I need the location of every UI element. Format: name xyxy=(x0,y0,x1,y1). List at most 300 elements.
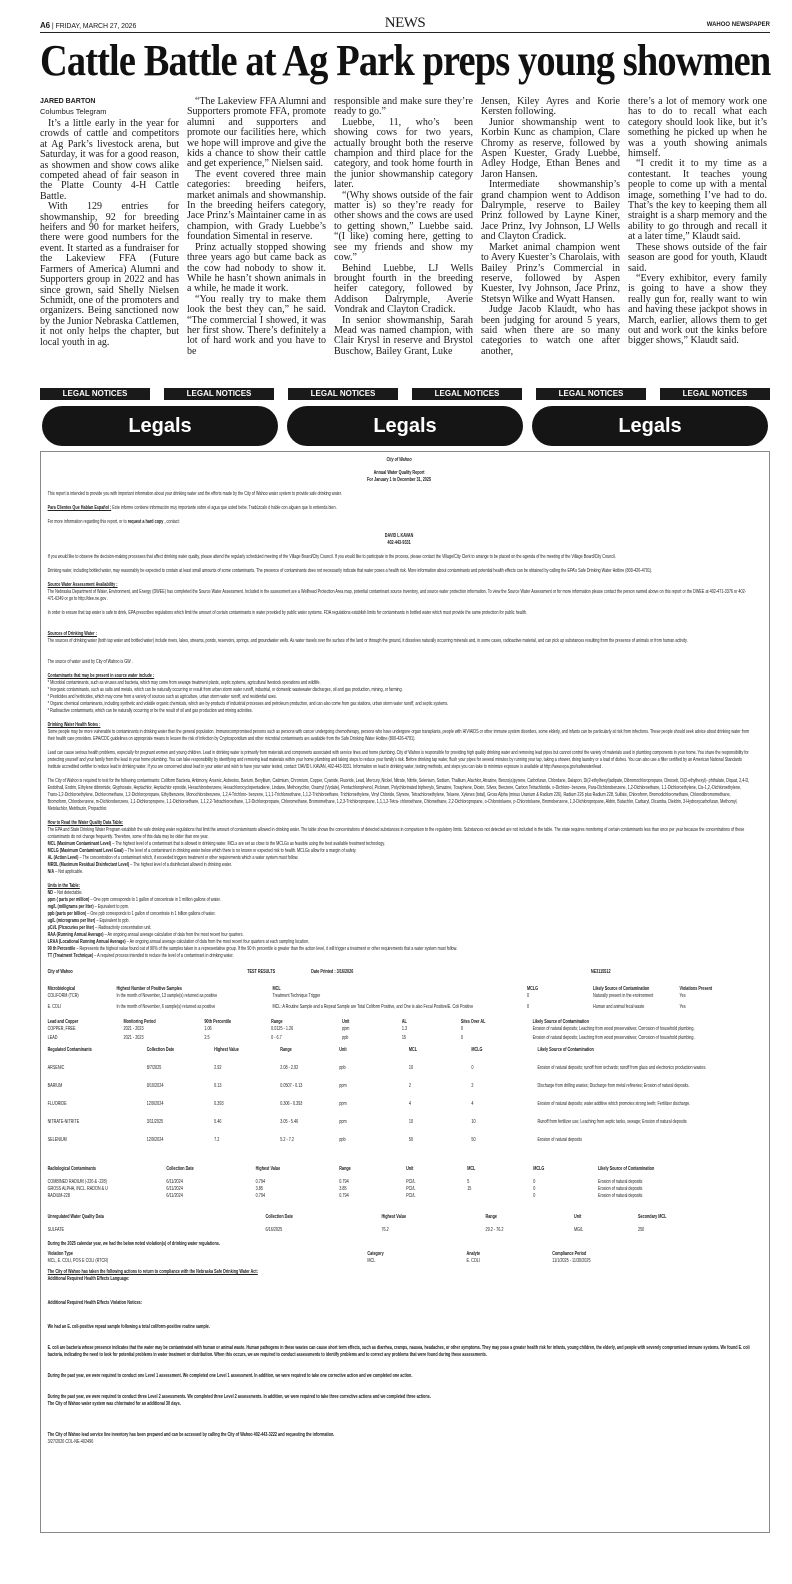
column-header: Regulated Contaminants xyxy=(47,1047,92,1053)
cell: 0.794 xyxy=(339,1179,349,1185)
table-header xyxy=(48,1251,751,1258)
paragraph: “Every exhibitor, every family is going to have a show they really gun for, really want to win and having these jackpot shows in March, earlier, allows them to get out and work out the kinks before bigger shows,” Klaudt said. xyxy=(628,272,767,347)
unit-def xyxy=(48,953,751,960)
column-header: Range xyxy=(339,1166,351,1172)
definition xyxy=(48,869,751,876)
unit-def xyxy=(48,897,751,904)
cell: Yes xyxy=(679,993,686,999)
table-row xyxy=(48,1065,751,1078)
cell: 0.13 xyxy=(214,1083,222,1089)
unit-def xyxy=(48,904,751,911)
table-header xyxy=(48,1019,751,1026)
unit-def xyxy=(48,890,751,897)
paragraph: These shows outside of the fair season are good for youth, Klaudt said. xyxy=(628,241,767,274)
cell: E. COLI xyxy=(466,1258,480,1264)
table-row xyxy=(48,1101,751,1114)
column-header: Violations Present xyxy=(679,986,713,992)
unit-text: – One ppm corresponds to 1 gallon of concentrate in 1 million gallons of water. xyxy=(89,897,221,903)
column-header: MCLG xyxy=(526,986,539,992)
units-heading: Units in the Table: xyxy=(47,883,80,889)
cell: 1.06 xyxy=(204,1026,212,1032)
legal-notices-tab: LEGAL NOTICES xyxy=(536,388,646,400)
results-city: City of Wahoo xyxy=(47,969,73,975)
unit-def xyxy=(48,946,751,953)
cell: 0.794 xyxy=(255,1179,266,1185)
cell: 2.08 - 2.92 xyxy=(280,1065,299,1071)
cell: MCL xyxy=(367,1258,376,1264)
cell: Human and animal fecal waste xyxy=(593,1004,645,1010)
more-info xyxy=(48,519,751,526)
cell: SULFATE xyxy=(47,1227,65,1233)
cell: In the month of November, 6 sample(s) returned as positive xyxy=(116,1004,216,1010)
article-column xyxy=(481,97,620,357)
contact-phone: 402-443-9331 xyxy=(387,540,411,546)
cell: 0 xyxy=(533,1179,536,1185)
cell: E. COLI xyxy=(47,1004,61,1010)
paragraph: there’s a lot of memory work one has to do to recall what each category should look like, but it’s something he picked up when he was a youth showing animals himself. xyxy=(628,96,767,160)
legal-notices-bar xyxy=(40,388,770,400)
table-header xyxy=(48,1047,751,1060)
column-header: Range xyxy=(485,1214,497,1220)
unit-def xyxy=(48,925,751,932)
cell: LEAD xyxy=(47,1035,58,1041)
article-column xyxy=(334,97,473,357)
regulated-table xyxy=(48,1047,751,1150)
cell: Treatment Technique Trigger xyxy=(272,993,321,999)
unit-text: – A required process intended to reduce the level of a contaminant in drinking water. xyxy=(93,953,234,959)
column-header: Collection Date xyxy=(166,1166,194,1172)
table-header xyxy=(48,1166,751,1173)
more-info-text: , contact: xyxy=(164,519,180,525)
cell: 0 xyxy=(526,993,530,999)
paragraph: It’s a little early in the year for crowds of cattle and competitors at Ag Park’s livestock arena, but Saturday, it was for a good reason, as showmen and show cows alike competed ahead of fair season in the Platte County 4-H Cattle Battle. xyxy=(40,118,179,202)
system-id: NE3115512 xyxy=(590,969,611,975)
cell: 2 xyxy=(471,1083,474,1089)
definition-text: – The highest level of a contaminant that is allowed in drinking water. MCLs are set as close to the MCLGs as feasible using the best available treatment technology. xyxy=(111,841,385,847)
legals-pill: Legals xyxy=(287,406,523,446)
cell: 0.393 xyxy=(214,1101,224,1107)
paragraph: “(Why shows outside of the fair matter is) so they’re ready for other shows and the cows are used to getting shown,” Luebbe said. “(I like) coming here, getting to see my friends and show my cow.” xyxy=(334,189,473,264)
cell: Erosion of natural deposits; Leaching from wood preservatives; Corrosion of household plumbing. xyxy=(532,1035,695,1041)
legal-notices-tab: LEGAL NOTICES xyxy=(40,388,150,400)
contaminants-heading: Contaminants that may be present in source water include : xyxy=(47,673,155,679)
cell: 3.85 xyxy=(255,1186,263,1192)
cell: NITRATE-NITRITE xyxy=(47,1119,80,1125)
legals-banner xyxy=(42,406,768,446)
column-header: Range xyxy=(280,1047,292,1053)
spanish-notice xyxy=(48,505,751,512)
cell: 4 xyxy=(471,1101,474,1107)
column-header: MCL xyxy=(408,1047,418,1053)
byline xyxy=(40,97,179,117)
cell: ppm xyxy=(339,1119,347,1125)
table-row xyxy=(48,1227,751,1234)
cell: 15 xyxy=(401,1035,407,1041)
column-header: Range xyxy=(271,1019,283,1025)
cell: 2.5 xyxy=(204,1035,210,1041)
lead-inventory-text: The City of Wahoo lead service line inventory has been prepared and can be accessed by calling the City of Wahoo 402-443-3222 and requesting the information. xyxy=(47,1432,335,1438)
paragraph: Prinz actually stopped showing three years ago but came back as the cow had nobody to show it. While he hasn’t shown animals in a while, he made it work. xyxy=(187,241,326,295)
results-header xyxy=(48,969,751,976)
cell: PCI/L xyxy=(406,1186,416,1192)
cell: ppm xyxy=(342,1026,350,1032)
contact-name: DAVID L KAVAN xyxy=(384,533,414,539)
report-intro: This report is intended to provide you with important information about your drinking water and the efforts made by the City of Wahoo water system to provide safe drinking water. xyxy=(47,491,342,497)
unit-text: – Equivalent to ppm. xyxy=(93,904,129,910)
column-header: Unit xyxy=(406,1166,414,1172)
unit-term: ppb (parts per billion) xyxy=(47,911,87,917)
column-header: Violation Type xyxy=(47,1251,73,1257)
column-header: Unit xyxy=(574,1214,582,1220)
health-heading: Drinking Water Health Notes : xyxy=(47,722,101,728)
epa-text: In order to ensure that tap water is safe to drink, EPA prescribes regulations which limit the amount of certain contaminants in water provided by public water systems. FDA regulations establish limits for contaminants in bottled water which must provide the same protection for public health. xyxy=(47,610,527,616)
footer-code: 3/27/2026 COL-NE-402496 xyxy=(47,1439,94,1445)
howto-text: The EPA and State Drinking Water Program establish the safe drinking water regulations that limit the amount of contaminants allowed in drinking water. The table shows the concentrations of detected substances in comparison to the regulatory limits. Substances not detected are not included in the table. The state requires monitoring of certain contaminants less than once per year because the concentrations of these contaminants do not change frequently. Therefore, some of this data may be older than one year. xyxy=(47,827,745,840)
report-title: Annual Water Quality Report xyxy=(373,470,425,476)
cell: 2021 - 2023 xyxy=(123,1026,144,1032)
cell: 5.46 xyxy=(214,1119,222,1125)
cell: 0 xyxy=(460,1026,463,1032)
cell: Erosion of natural deposits; runoff from orchards; runoff from glass and electronics production wastes. xyxy=(537,1065,707,1071)
sources-text: The sources of drinking water (both tap water and bottled water) include rivers, lakes, streams, ponds, reservoirs, springs, and groundwater wells. As water travels over the surface of the land or through the ground, it dissolves naturally occurring minerals and, in some cases, radioactive material, and can pick up substances resulting from the presence of animals or from human activity. xyxy=(47,638,688,644)
column-header: MCL xyxy=(467,1166,476,1172)
page-header xyxy=(40,15,770,33)
unit-text: – Represents the highest value found out of 90% of the samples taken in a representative group. If the 90 th percentile is greater than the action level, it will trigger a treatment or other requirements that a water system must follow. xyxy=(75,946,458,952)
column-header: MCLG xyxy=(533,1166,545,1172)
cell: 0 xyxy=(533,1193,536,1199)
contaminant-item: * Radioactive contaminants, which can be naturally occurring or be the result of oil and gas production and mining activities. xyxy=(47,708,253,714)
definition-text: – The concentration of a contaminant which, if exceeded triggers treatment or other requirements which a water system must follow. xyxy=(78,855,299,861)
definition-term: MCL (Maximum Contaminant Level) xyxy=(47,841,112,847)
cell: 4 xyxy=(408,1101,411,1107)
cell: COLIFORM (TCR) xyxy=(47,993,79,999)
table-row xyxy=(48,1026,751,1033)
cell: FLUORIDE xyxy=(47,1101,67,1107)
cell: COMBINED RADIUM (-226 & -228) xyxy=(47,1179,107,1185)
cell: 11/1/2025 - 11/30/2025 xyxy=(552,1258,591,1264)
contaminant-item: * Microbial contaminants, such as viruses and bacteria, which may come from sewage treatment plants, septic systems, agricultural livestock operations and wildlife. xyxy=(47,680,321,686)
level1-text: During the past year, we were required to conduct one Level 1 assessment. We completed one Level 1 assessment. In addition, we were required to take one corrective action and we completed one action. xyxy=(47,1373,413,1379)
cell: Yes xyxy=(679,1004,686,1010)
unit-def xyxy=(48,911,751,918)
ecoli-sample: We had an E. coli-positive repeat sample following a total coliform-positive routine sample. xyxy=(47,1324,210,1330)
cell: 12/9/2024 xyxy=(146,1101,164,1107)
page-number: A6 xyxy=(40,21,51,30)
cell: 3/11/2025 xyxy=(146,1119,164,1125)
unit-text: – An ongoing annual average calculation of data from the most recent four quarters at each sampling location. xyxy=(125,939,310,945)
swa-text: The Nebraska Department of Water, Environment, and Energy (DWEE) has completed the Source Water Assessment. Included in the assessment are a Wellhead Protection Area map, potential contaminant source inventory, and source water protection information. To view the Source Water Assessment or for more information please contact the person named above on this report or the DWEE at 402-471-3376 or 402-471-6249 or go to http://dee.ne.gov . xyxy=(47,589,746,602)
cell: 50 xyxy=(408,1137,414,1143)
unit-text: – An ongoing annual average calculation of data from the most recent four quarters. xyxy=(103,932,244,938)
unit-term: ND xyxy=(47,890,54,896)
cell: 15 xyxy=(467,1186,472,1192)
cell: Erosion of natural deposits; Leaching from wood preservatives; Corrosion of household plumbing. xyxy=(532,1026,695,1032)
column-header: Unit xyxy=(339,1047,347,1053)
cell: RADIUM-228 xyxy=(47,1193,70,1199)
cell: Naturally present in the environment xyxy=(593,993,654,999)
hard-copy-text: request a hard copy xyxy=(127,519,164,525)
more-info-text: For more information regarding this report, or to xyxy=(47,519,127,525)
definition xyxy=(48,848,751,855)
cell: 0.794 xyxy=(255,1193,266,1199)
cell: 0.306 - 0.393 xyxy=(280,1101,303,1107)
cell: 2 xyxy=(408,1083,411,1089)
ecoli-text: E. coli are bacteria whose presence indicates that the water may be contaminated with human or animal waste. Human pathogens in these wastes can cause short term effects, such as diarrhea, cramps, nausea, headaches, or other symptoms. They may pose a greater health risk for infants, young children, the elderly, and people with severely compromised immune systems. We found E. coli bacteria, indicating the need to look for potential problems in water treatment or distribution. When this occurs, we are required to conduct assessments to identify problems and to correct any problems that were found during these assessments. xyxy=(47,1345,750,1358)
column-header: Likely Source of Contamination xyxy=(597,1166,655,1172)
column-header: Highest Value xyxy=(214,1047,239,1053)
column-header: MCL xyxy=(272,986,281,992)
source-used: The source of water used by City of Wahoo is GW . xyxy=(47,659,133,665)
paragraph: Behind Luebbe, LJ Wells brought fourth in the breeding heifer category, followed by Addison Dalrymple, Averie Vondrak and Clayton Cradick. xyxy=(334,262,473,316)
cell: ppb xyxy=(342,1035,349,1041)
cell: PCI/L xyxy=(406,1179,416,1185)
spanish-text: Este informe contiene información muy importante sobre el agua que usted bebe. Tradúzcalo ó hable con alguien que lo entienda bien. xyxy=(112,505,337,511)
unit-text: – One ppb corresponds to 1 gallon of concentrate in 1 billion gallons of water. xyxy=(86,911,216,917)
violation-notices-label: Additional Required Health Effects Violation Notices: xyxy=(47,1300,143,1306)
paper-name: WAHOO NEWSPAPER xyxy=(706,22,770,28)
column-header: Likely Source of Contamination xyxy=(537,1047,594,1053)
legals-pill: Legals xyxy=(42,406,278,446)
cell: Erosion of natural deposits xyxy=(597,1193,643,1199)
unit-def xyxy=(48,939,751,946)
cell: In the month of November, 13 sample(s) returned as positive xyxy=(116,993,218,999)
column-header: Category xyxy=(367,1251,384,1257)
column-header: AL xyxy=(401,1019,407,1025)
cell: BARIUM xyxy=(47,1083,63,1089)
cell: ppm xyxy=(339,1101,347,1107)
paragraph: Luebbe, 11, who’s been showing cows for two years, actually brought both the reserve champion and third place for the category, and took home fourth in the junior showmanship category later. xyxy=(334,116,473,191)
chlorinated-text: The City of Wahoo water system was chlorinated for an additional 30 days. xyxy=(47,1401,181,1407)
column-header: Lead and Copper xyxy=(47,1019,79,1025)
report-city: City of Wahoo xyxy=(386,457,412,463)
cell: 5.2 - 7.2 xyxy=(280,1137,295,1143)
column-header: Unit xyxy=(342,1019,350,1025)
cell: 1.3 xyxy=(401,1026,408,1032)
contaminant-item: * Organic chemical contaminants, including synthetic and volatile organic chemicals, which are by-products of industrial processes and petroleum production, and can also come from gas stations, urban storm water runoff, and septic systems. xyxy=(47,701,449,707)
report-period: For January 1 to December 31, 2025 xyxy=(367,477,432,483)
cell: 0.794 xyxy=(339,1193,349,1199)
issue-date: FRIDAY, MARCH 27, 2026 xyxy=(55,23,137,30)
table-row xyxy=(48,1083,751,1096)
cell: 6/11/2024 xyxy=(166,1186,183,1192)
table-header xyxy=(48,1214,751,1221)
cell xyxy=(467,1193,533,1200)
howto-heading: How to Read the Water Quality Data Table: xyxy=(47,820,124,826)
cell: Discharge from drilling wastes; Discharge from metal refineries; Erosion of natural deposits. xyxy=(537,1083,690,1089)
table-row xyxy=(48,1119,751,1132)
actions-heading: The City of Wahoo has taken the following actions to return to compliance with the Nebraska Safe Drinking Water Act: xyxy=(47,1269,258,1275)
column-header: Likely Source of Contamination xyxy=(532,1019,589,1025)
cell: ppm xyxy=(339,1083,347,1089)
unit-text: – Radioactivity concentration unit. xyxy=(94,925,152,931)
column-header: Collection Date xyxy=(265,1214,293,1220)
cell: MCL, E. COLI, POS E COLI (RTCR) xyxy=(47,1258,109,1264)
results-label: TEST RESULTS xyxy=(247,969,276,975)
cell: 76.2 xyxy=(381,1227,389,1233)
legals-pill: Legals xyxy=(532,406,768,446)
unit-def xyxy=(48,918,751,925)
article-body xyxy=(40,97,770,357)
unit-term: RAA (Running Annual Average) xyxy=(47,932,104,938)
cell: 0.0507 - 0.13 xyxy=(280,1083,303,1089)
column-header: Microbiological xyxy=(47,986,76,992)
paragraph: The event covered three main categories: breeding heifers, market animals and showmanship. In the breeding heifers category, Jace Prinz’s Maintainer came in as champion, with Grady Luebbe’s foundation Simental in reserve. xyxy=(187,168,326,243)
unit-term: ug/L (micrograms per liter) xyxy=(47,918,96,924)
column-header: Compliance Period xyxy=(552,1251,587,1257)
cell: 6/11/2024 xyxy=(166,1179,183,1185)
lead-text: Lead can cause serious health problems, especially for pregnant women and young children. Lead in drinking water is primarily from materials and components associated with service lines and home plumbing. City of Wahoo is responsible for providing high quality drinking water and removing lead pipes but cannot control the variety of materials used in plumbing components in your home. You share the responsibility for protecting yourself and your family from the lead in your home plumbing. You can take responsibility by identifying and removing lead materials within your home plumbing and taking steps to reduce your family's risk. Before drinking tap water, flush your pipes for several minutes by running your tap, taking a shower, doing laundry or a load of dishes. You can also use a filter certified by an American National Standards Institute accredited certifier to reduce lead in drinking water. If you are concerned about lead in your water and wish to have your water tested, contact: DAVID L KAVAN, 402-443-9331. Information on lead in drinking water, testing methods, and steps you can take to minimize exposure is available at http://www.epa.gov/safewater/lead . xyxy=(47,750,749,770)
unit-term: 90 th Percentile xyxy=(47,946,76,952)
cell: 2.92 xyxy=(214,1065,222,1071)
water-quality-report xyxy=(40,451,770,1533)
health-text: Some people may be more vulnerable to contaminants in drinking water than the general population. Immunocompromised persons such as persons with cancer undergoing chemotherapy, persons who have undergone organ transplants, people with HIV/AIDS or other immune system disorders, some elderly, and infants can be particularly at risk from infections. These people should seek advice about drinking water from their health care providers. EPA/CDC guidelines on appropriate means to lessen the risk of infection by Cryptosporidium and other microbial contaminants are available from the Safe Drinking Water Hotline (800-426-4791). xyxy=(47,729,750,742)
article-column xyxy=(628,97,767,357)
cell: 2021 - 2023 xyxy=(123,1035,144,1041)
column-header: Monitoring Period xyxy=(123,1019,156,1025)
cell: 0.0125 - 1.26 xyxy=(271,1026,294,1032)
definition xyxy=(48,855,751,862)
cell: Erosion of natural deposits xyxy=(597,1179,643,1185)
column-header: Likely Source of Contamination xyxy=(593,986,650,992)
table-row xyxy=(48,1258,751,1265)
cell: 3.85 xyxy=(339,1186,347,1192)
column-header: Sites Over AL xyxy=(460,1019,486,1025)
cell: 12/9/2024 xyxy=(146,1137,164,1143)
paragraph: Judge Jacob Klaudt, who has been judging for around 5 years, said when there are so many categories to watch one after another, xyxy=(481,304,620,357)
outlet: Columbus Telegram xyxy=(40,107,107,116)
headline: Cattle Battle at Ag Park preps young showmen xyxy=(40,36,771,85)
unit-term: LRAA (Locational Running Annual Average) xyxy=(47,939,126,945)
legal-notices-tab: LEGAL NOTICES xyxy=(164,388,274,400)
level2-text: During the past year, we were required to conduct three Level 2 assessments. We completed three Level 2 assessments. In addition, we were required to take three corrective actions and we completed three actions. xyxy=(47,1394,431,1400)
cell: 6/11/2024 xyxy=(166,1193,183,1199)
cell: 10 xyxy=(471,1119,476,1125)
paragraph: “I credit it to my time as a contestant. It teaches young people to come up with a mental image, something I’ve had to do. That’s the key to keeping them all straight is a sharp memory and the ability to go through and recall it at a later time,” Klaudt said. xyxy=(628,158,767,243)
article-column xyxy=(40,97,179,357)
unit-term: mg/L (milligrams per liter) xyxy=(47,904,94,910)
table-header xyxy=(48,986,751,993)
cell: 10 xyxy=(408,1065,414,1071)
cell: 50 xyxy=(471,1137,476,1143)
observe-text: If you would like to observe the decision-making processes that affect drinking water quality, please attend the regularly scheduled meeting of the Village Board/City Council. If you would like to participate in the process, please contact the Village/City Clerk to arrange to be placed on the agenda of the meeting of the Village Board/City Council. xyxy=(47,554,616,560)
cell: PCI/L xyxy=(406,1193,416,1199)
table-row xyxy=(48,1179,751,1186)
folio: A6 | FRIDAY, MARCH 27, 2026 xyxy=(40,21,137,30)
paragraph: Jensen, Kiley Ayres and Korie Kersten following. xyxy=(481,96,620,118)
date-printed: Date Printed : 3/16/2026 xyxy=(311,969,354,975)
cell: 9/10/2024 xyxy=(146,1083,164,1089)
paragraph: “The Lakeview FFA Alumni and Supporters promote FFA, promote alumni and supporters and promote our facilities here, which we hope will improve and give the kids a chance to show their cattle and get experience,” Nielsen said. xyxy=(187,96,326,170)
cell: ppb xyxy=(339,1137,346,1143)
cell: 3.05 - 5.46 xyxy=(280,1119,299,1125)
definition-term: N/A xyxy=(47,869,55,875)
cell: GROSS ALPHA, INCL. RADON & U xyxy=(47,1186,108,1192)
table-row xyxy=(48,1186,751,1193)
violation-intro: During the 2025 calendar year, we had the below noted violation(s) of drinking water regulations. xyxy=(47,1241,220,1247)
author: JARED BARTON xyxy=(40,98,96,105)
column-header: MCLG xyxy=(471,1047,483,1053)
definition xyxy=(48,841,751,848)
column-header: Highest Value xyxy=(381,1214,407,1220)
tested-contaminants: The City of Wahoo is required to test for the following contaminants: Coliform Bacteria, Antimony, Arsenic, Asbestos, Barium, Beryllium, Cadmium, Chromium, Copper, Cyanide, Fluoride, Lead, Mercury, Nickel, Nitrate, Nitrite, Selenium, Sodium, Thallium, Alachlor, Atrazine, Benzo(a)pyrene, Carbofuran, Chlordane, Dalapon, Di(2-ethylhexyl)adipate, Dibromochloropropane, Dinoseb, Di(2-ethylhexyl)- phthalate, Diquat, 2,4-D, Endothall, Endrin, Ethylene dibromide, Glyphosate, Heptachlor, Heptachlor epoxide, Hexachlorobenzene, Hexachlorocyclopentadiene, Lindane, Methoxychlor, Oxamyl (Vydate), Pentachlorophenol, Picloram, Polychlorinated biphenyls, Simazine, Toxaphene, Dioxin, Silvex, Benzene, Carbon Tetrachloride, o-Dichloro- benzene, Para-Dichlorobenzene, 1,2-Dichloroethane, 1,1-Dichloroethylene, Cis-1,2,-Dichloroethylene, Trans-1,2-Dichloroethylene, Dichloromethane, 1,2-Dichloropropane, Ethylbenzene, Monochlorobenzene, 1,2,4-Trichloro- benzene, 1,1,1-Trichloroethane, 1,1,2-Trichloroethane, Trichloroethylene, Vinyl Chloride, Styrene, Tetrachloroethylene, Toluene, Xylenes (total), Gross Alpha (minus Uranium & Radium 226), Radium 226 plus Radium 228, Sulfate, Chloroform, Bromodichloromethane, Chlorodibromomethane, Bromoform, Chlorobenzene, m-Dichlorobenzene, 1,1-Dichloropropene, 1,1-Dichloroethane, 1,1,2,2-Tetrachloroethane, 1,2-Dichloropropane, Chloromethane, Bromomethane, 1,2,3-Trichloropropane, 1,1,1,2-Tetra- chloroethane, Chloroethane, 2,2-Dichloropropane, o-Chlorotoluene, p-Chlorotoluene, Bromobenzene, 1,3-Dichloropropane, Aldrin, Butachlor, Carbaryl, Dicamba, Dieldrin, 3-Hydroxycarbofuran, Methomyl, Metolachlor, Metribuzin, Propachlor. xyxy=(47,778,750,812)
definition-term: MCLG (Maximum Contaminant Level Goal) xyxy=(47,848,124,854)
cell: 0 xyxy=(533,1186,536,1192)
paragraph: In senior showmanship, Sarah Mead was named champion, with Clair Krysl in reserve and Brystol Buschow, Bailey Grant, Luke xyxy=(334,314,473,357)
cell: ppb xyxy=(339,1065,346,1071)
section-name: NEWS xyxy=(384,15,426,31)
column-header: Analyte xyxy=(466,1251,481,1257)
definition-text: – The level of a contaminant in drinking water below which there is no known or expected risk to health. MCLGs allow for a margin of safety. xyxy=(123,848,357,854)
definition-text: – The highest level of a disinfectant allowed in drinking water. xyxy=(129,862,232,868)
paragraph: With 129 entries for showmanship, 92 for breeding heifers and 90 for market heifers, there were good numbers for the event. It started as a fundraiser for the Lakeview FFA (Future Farmers of America) Alumni and Supporters group in 2022 and has since grown, said Shelly Nielsen Schmidt, one of the promoters and organizers. Being sanctioned now by the Junior Nebraska Cattlemen, it not only helps the chapter, but local youth in ag. xyxy=(40,201,179,348)
column-header: Highest Number of Positive Samples xyxy=(116,986,182,992)
column-header: 90th Percentile xyxy=(204,1019,232,1025)
cell: 8/7/2025 xyxy=(146,1065,162,1071)
table-row xyxy=(48,1035,751,1042)
cell: 6/16/2025 xyxy=(265,1227,283,1233)
unit-term: ppm ( parts per million) xyxy=(47,897,90,903)
cell: SELENIUM xyxy=(47,1137,67,1143)
table-row xyxy=(48,1004,751,1011)
cell: 250 xyxy=(638,1227,645,1233)
swa-heading: Source Water Assessment Availability : xyxy=(47,582,118,588)
cell: 7.2 xyxy=(214,1137,220,1143)
unit-term: TT (Treatment Technique) xyxy=(47,953,94,959)
cell: 5 xyxy=(467,1179,470,1185)
cell: MG/L xyxy=(574,1227,584,1233)
cell: 0 - 6.7 xyxy=(271,1035,282,1041)
unit-def xyxy=(48,932,751,939)
article-column xyxy=(187,97,326,357)
column-header: Unregulated Water Quality Data xyxy=(47,1214,104,1220)
paragraph: “You really try to make them look the best they can,” he said. “The commercial I showed, it was her first show. There’s definitely a lot of hard work and you have to be xyxy=(187,293,326,357)
column-header: Secondary MCL xyxy=(638,1214,667,1220)
paragraph: Junior showmanship went to Korbin Kunc as champion, Clare Chromy as reserve, followed by Aspen Kuester, Grady Luebbe, Adley Hodge, Ethan Benes and Jaron Hansen. xyxy=(481,116,620,180)
definition xyxy=(48,862,751,869)
column-header: Radiological Contaminants xyxy=(47,1166,96,1172)
column-header: Highest Value xyxy=(255,1166,281,1172)
contaminant-item: * Pesticides and herbicides, which may come from a variety of sources such as agriculture, urban storm water runoff, and residential uses. xyxy=(47,694,277,700)
unit-text: – Not detectable. xyxy=(53,890,83,896)
cell: 10 xyxy=(408,1119,414,1125)
bottled-text: Drinking water, including bottled water, may reasonably be expected to contain at least small amounts of some contaminants. The presence of contaminants does not necessarily indicate that water poses a health risk. More information about contaminants and potential health effects can be obtained by calling the EPA’s Safe Drinking Water Hotline (800-426-4791). xyxy=(47,568,653,574)
definition-term: AL (Action Level) xyxy=(47,855,79,861)
sources-heading: Sources of Drinking Water : xyxy=(47,631,97,637)
health-effects-label: Additional Required Health Effects Language: xyxy=(47,1276,130,1282)
contaminant-item: * Inorganic contaminants, such as salts and metals, which can be naturally occurring or result from urban storm water runoff, industrial, or domestic wastewater discharges, oil and gas production, mining, or farming. xyxy=(47,687,403,693)
paragraph: Intermediate showmanship’s grand champion went to Addison Dalrymple, reserve to Bailey Prinz followed by Layne Kiner, Jace Prinz, Ivy Johnson, LJ Wells and Clayton Cradick. xyxy=(481,179,620,243)
cell: 0 xyxy=(471,1065,474,1071)
cell: Runoff from fertilizer use; Leaching from septic tanks, sewage; Erosion of natural deposits xyxy=(537,1119,687,1125)
cell: ARSENIC xyxy=(47,1065,65,1071)
cell: Erosion of natural deposits xyxy=(597,1186,643,1192)
definition-text: – Not applicable. xyxy=(54,869,84,875)
definition-term: MRDL (Maximum Residual Disinfectant Level) xyxy=(47,862,130,868)
table-row xyxy=(48,1193,751,1200)
cell: 29.2 - 76.2 xyxy=(485,1227,504,1233)
paragraph: responsible and make sure they’re ready to go.” xyxy=(334,96,473,118)
legal-notices-tab: LEGAL NOTICES xyxy=(288,388,398,400)
cell: Erosion of natural deposits xyxy=(537,1137,582,1143)
column-header: Collection Date xyxy=(146,1047,175,1053)
cell: COPPER, FREE xyxy=(47,1026,76,1032)
cell: Erosion of natural deposits; water additive which promotes strong teeth; Fertilizer discharge. xyxy=(537,1101,691,1107)
paragraph: Market animal champion went to Avery Kuester’s Charolais, with Bailey Prinz’s Commercial in reserve, followed by Aspen Kuester, Ivy Johnson, Jace Prinz, Stetsyn Wilke and Wyatt Hansen. xyxy=(481,241,620,305)
table-row xyxy=(48,1137,751,1150)
unit-term: pCi/L (Picocuries per liter) xyxy=(47,925,95,931)
cell: MCL: A Routine Sample and a Repeat Sample are Total Coliform Positive, and One is also Fecal Positive/E. Coli Positive xyxy=(272,1004,474,1010)
legal-notices-tab: LEGAL NOTICES xyxy=(660,388,770,400)
